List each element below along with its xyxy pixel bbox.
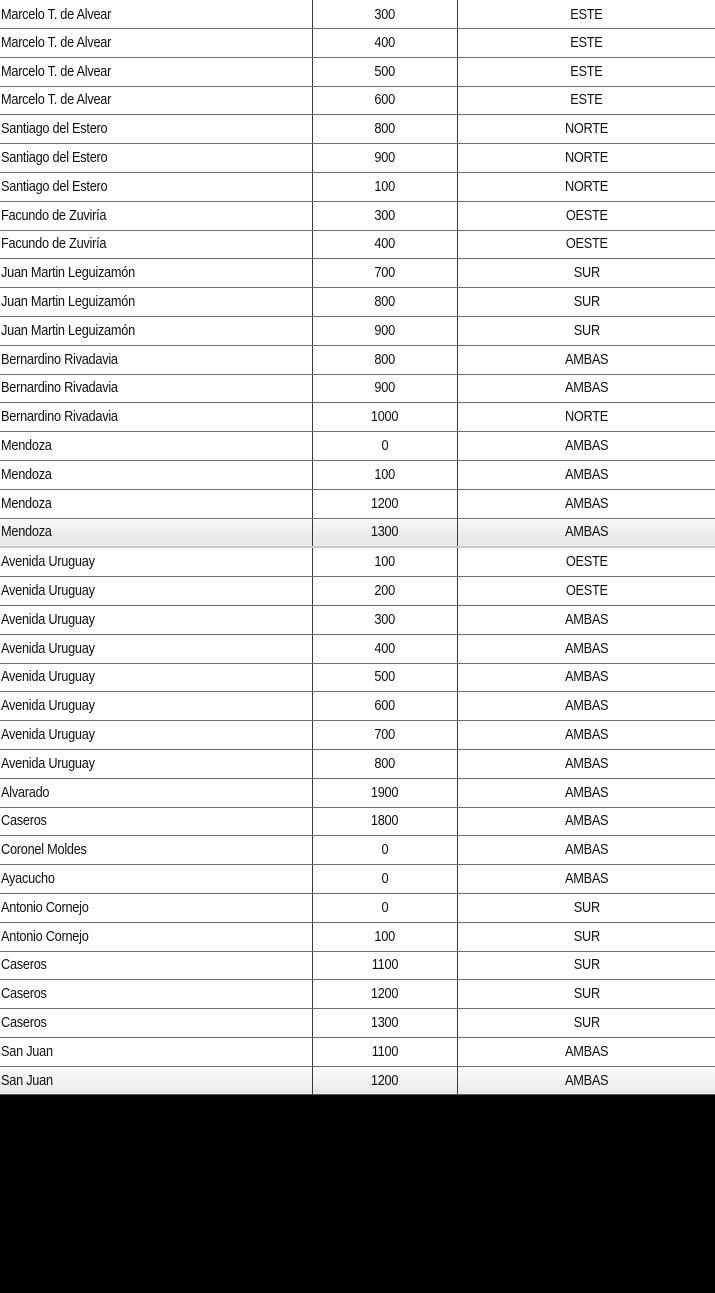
street-name: Mendoza (1, 495, 52, 512)
street-number: 0 (381, 871, 389, 887)
street-number: 200 (374, 583, 396, 600)
street-name-cell (0, 345, 313, 374)
street-number: 1200 (371, 986, 399, 1003)
street-name: Avenida Uruguay (1, 554, 95, 571)
street-number: 100 (374, 554, 396, 571)
street-side: OESTE (565, 236, 608, 253)
street-name-cell (0, 115, 313, 144)
table-row (0, 259, 715, 288)
street-side: AMBAS (564, 727, 609, 744)
table-row (0, 980, 715, 1009)
table-row (0, 1009, 715, 1038)
street-number-cell (313, 778, 458, 807)
street-name-cell (0, 778, 313, 807)
street-number-cell (313, 374, 458, 403)
table-row (0, 489, 715, 518)
street-name-cell (0, 57, 313, 86)
street-name-cell (0, 547, 313, 576)
table-row (0, 29, 715, 58)
street-number-cell (313, 893, 458, 922)
street-number: 1200 (371, 495, 399, 512)
street-side-cell (458, 518, 715, 547)
street-number: 800 (374, 755, 396, 772)
street-number-cell (313, 749, 458, 778)
street-name: Bernardino Rivadavia (1, 351, 118, 368)
street-name: Avenida Uruguay (1, 640, 95, 657)
street-name-cell (0, 172, 313, 201)
street-side-cell (458, 1037, 715, 1066)
street-name: Mendoza (1, 524, 52, 541)
street-side-cell (458, 230, 715, 259)
street-side-cell (458, 57, 715, 86)
street-side: ESTE (570, 63, 603, 80)
street-name-cell (0, 432, 313, 461)
street-number: 100 (374, 178, 396, 195)
street-name: Marcelo T. de Alvear (1, 63, 112, 80)
street-side-cell (458, 836, 715, 865)
street-name-cell (0, 316, 313, 345)
street-side: AMBAS (564, 495, 609, 512)
street-side: ESTE (570, 92, 603, 109)
street-side-cell (458, 980, 715, 1009)
street-number: 600 (374, 698, 396, 715)
table-row (0, 836, 715, 865)
street-number: 800 (374, 294, 396, 311)
street-name: Mendoza (1, 466, 52, 483)
street-number: 300 (374, 6, 396, 23)
street-name-cell (0, 951, 313, 980)
street-number-cell (313, 721, 458, 750)
street-side-cell (458, 547, 715, 576)
street-name: Santiago del Estero (1, 121, 108, 138)
street-name: Avenida Uruguay (1, 727, 95, 744)
street-side-cell (458, 0, 715, 29)
street-number-cell (313, 518, 458, 547)
street-side-cell (458, 605, 715, 634)
street-side: ESTE (570, 6, 603, 23)
table-row (0, 692, 715, 721)
street-name: Antonio Cornejo (1, 928, 89, 945)
street-name-cell (0, 1066, 313, 1095)
street-side: AMBAS (564, 698, 609, 715)
street-number: 500 (374, 63, 396, 80)
street-name: Alvarado (1, 784, 50, 801)
table-row (0, 345, 715, 374)
street-name-cell (0, 865, 313, 894)
street-name-cell (0, 460, 313, 489)
street-side: AMBAS (564, 784, 609, 801)
street-name-cell (0, 836, 313, 865)
street-number: 800 (374, 351, 396, 368)
street-number-cell (313, 403, 458, 432)
table-row (0, 951, 715, 980)
street-name: Ayacucho (1, 871, 55, 887)
table-row (0, 893, 715, 922)
street-number-cell (313, 577, 458, 606)
street-number: 1200 (371, 1072, 399, 1089)
street-side: AMBAS (564, 842, 609, 859)
street-side: OESTE (565, 554, 608, 571)
street-number: 400 (374, 34, 396, 51)
table-row (0, 403, 715, 432)
street-name-cell (0, 1037, 313, 1066)
street-side: AMBAS (564, 466, 609, 483)
street-name-cell (0, 374, 313, 403)
street-name: Santiago del Estero (1, 178, 108, 195)
table-row (0, 230, 715, 259)
street-number-cell (313, 1037, 458, 1066)
table-row (0, 460, 715, 489)
street-number-cell (313, 316, 458, 345)
table-row (0, 1037, 715, 1066)
table-row (0, 865, 715, 894)
street-name-cell (0, 577, 313, 606)
street-side: SUR (573, 928, 600, 945)
street-number-cell (313, 29, 458, 58)
street-side: SUR (573, 1014, 600, 1031)
street-side: NORTE (564, 409, 609, 426)
street-name-cell (0, 201, 313, 230)
table-row (0, 316, 715, 345)
street-side: AMBAS (564, 380, 609, 397)
street-name-cell (0, 922, 313, 951)
street-side: ESTE (570, 34, 603, 51)
street-number: 900 (374, 380, 396, 397)
street-side-cell (458, 489, 715, 518)
street-side: NORTE (564, 121, 609, 138)
street-name: Bernardino Rivadavia (1, 380, 118, 397)
street-name-cell (0, 721, 313, 750)
street-side-cell (458, 201, 715, 230)
street-name: San Juan (1, 1043, 53, 1060)
street-number-cell (313, 432, 458, 461)
street-number-cell (313, 980, 458, 1009)
street-number-cell (313, 663, 458, 692)
street-name: Avenida Uruguay (1, 698, 95, 715)
street-number-cell (313, 345, 458, 374)
street-side: AMBAS (564, 813, 609, 830)
street-side-cell (458, 634, 715, 663)
street-name-cell (0, 663, 313, 692)
street-number-cell (313, 172, 458, 201)
table-row (0, 634, 715, 663)
street-side-cell (458, 374, 715, 403)
street-number: 0 (381, 842, 389, 859)
street-name: Mendoza (1, 438, 52, 455)
table-row (0, 0, 715, 29)
street-number: 100 (374, 928, 396, 945)
street-name-cell (0, 403, 313, 432)
street-number-cell (313, 144, 458, 173)
street-name-cell (0, 605, 313, 634)
street-side-cell (458, 951, 715, 980)
street-number: 1900 (371, 784, 399, 801)
street-side: OESTE (565, 207, 608, 224)
street-number: 1100 (371, 957, 399, 974)
street-number-cell (313, 201, 458, 230)
street-number: 300 (374, 207, 396, 224)
street-side: AMBAS (564, 871, 609, 887)
street-side: AMBAS (564, 524, 609, 541)
street-side-cell (458, 172, 715, 201)
street-name: Facundo de Zuviría (1, 207, 107, 224)
street-number: 500 (374, 669, 396, 686)
street-name: Antonio Cornejo (1, 899, 89, 916)
street-number-cell (313, 836, 458, 865)
table-row (0, 288, 715, 317)
street-name: Avenida Uruguay (1, 669, 95, 686)
street-side: OESTE (565, 583, 608, 600)
table-row (0, 605, 715, 634)
street-number-cell (313, 0, 458, 29)
street-name-cell (0, 489, 313, 518)
table-row (0, 172, 715, 201)
street-name: San Juan (1, 1072, 53, 1089)
street-name: Coronel Moldes (1, 842, 87, 859)
street-name: Juan Martin Leguizamón (1, 294, 135, 311)
street-side: AMBAS (564, 1043, 609, 1060)
street-number-cell (313, 489, 458, 518)
street-name: Caseros (1, 813, 47, 830)
street-name: Marcelo T. de Alvear (1, 92, 112, 109)
street-number: 800 (374, 121, 396, 138)
street-side: AMBAS (564, 351, 609, 368)
table-row (0, 374, 715, 403)
table-row (0, 432, 715, 461)
table-row (0, 518, 715, 547)
table-row (0, 721, 715, 750)
street-side-cell (458, 865, 715, 894)
street-number: 1000 (371, 409, 399, 426)
street-side: AMBAS (564, 1072, 609, 1089)
street-side-cell (458, 288, 715, 317)
table-row (0, 663, 715, 692)
street-number-cell (313, 1066, 458, 1095)
street-number: 400 (374, 236, 396, 253)
table-row (0, 577, 715, 606)
street-side-cell (458, 115, 715, 144)
street-side-cell (458, 29, 715, 58)
street-side-cell (458, 1066, 715, 1095)
street-name: Avenida Uruguay (1, 755, 95, 772)
street-side: AMBAS (564, 755, 609, 772)
street-name: Juan Martin Leguizamón (1, 265, 135, 282)
street-side-cell (458, 259, 715, 288)
street-name-cell (0, 0, 313, 29)
street-side-cell (458, 807, 715, 836)
street-number: 1800 (371, 813, 399, 830)
street-side-cell (458, 893, 715, 922)
table-row (0, 778, 715, 807)
street-name: Caseros (1, 986, 47, 1003)
street-number: 600 (374, 92, 396, 109)
street-side-cell (458, 922, 715, 951)
street-name: Marcelo T. de Alvear (1, 34, 112, 51)
street-name-cell (0, 259, 313, 288)
street-number: 700 (374, 265, 396, 282)
street-side-cell (458, 778, 715, 807)
table-row (0, 57, 715, 86)
street-side-cell (458, 86, 715, 115)
street-name-cell (0, 518, 313, 547)
street-side-cell (458, 577, 715, 606)
street-name-cell (0, 807, 313, 836)
street-side: AMBAS (564, 640, 609, 657)
street-number-cell (313, 865, 458, 894)
street-side-cell (458, 144, 715, 173)
street-name: Marcelo T. de Alvear (1, 6, 112, 23)
table-row (0, 922, 715, 951)
street-number: 0 (381, 899, 389, 916)
table-row (0, 115, 715, 144)
street-name: Avenida Uruguay (1, 583, 95, 600)
street-side-cell (458, 663, 715, 692)
street-side-cell (458, 749, 715, 778)
street-side: SUR (573, 294, 600, 311)
street-number-cell (313, 1009, 458, 1038)
street-number: 900 (374, 150, 396, 167)
street-name: Santiago del Estero (1, 150, 108, 167)
street-side: SUR (573, 986, 600, 1003)
street-number: 0 (381, 438, 389, 455)
street-number-cell (313, 692, 458, 721)
street-number-cell (313, 230, 458, 259)
street-number: 1300 (371, 524, 399, 541)
street-name: Facundo de Zuviría (1, 236, 107, 253)
street-number: 900 (374, 322, 396, 339)
street-side: AMBAS (564, 438, 609, 455)
street-number-cell (313, 807, 458, 836)
street-side-cell (458, 316, 715, 345)
street-number: 700 (374, 727, 396, 744)
street-number: 1300 (371, 1014, 399, 1031)
street-number-cell (313, 547, 458, 576)
street-number-cell (313, 86, 458, 115)
street-side: SUR (573, 957, 600, 974)
street-name-cell (0, 29, 313, 58)
street-number-cell (313, 115, 458, 144)
street-number-cell (313, 460, 458, 489)
street-number: 100 (374, 466, 396, 483)
street-number-cell (313, 288, 458, 317)
street-name-cell (0, 86, 313, 115)
street-side: SUR (573, 265, 600, 282)
street-side-cell (458, 403, 715, 432)
street-number-cell (313, 57, 458, 86)
street-side: SUR (573, 899, 600, 916)
table-row (0, 1066, 715, 1095)
street-side: NORTE (564, 150, 609, 167)
street-side-cell (458, 721, 715, 750)
street-name-cell (0, 893, 313, 922)
street-number-cell (313, 922, 458, 951)
street-number-cell (313, 951, 458, 980)
street-side: AMBAS (564, 611, 609, 628)
street-side-cell (458, 1009, 715, 1038)
street-name-cell (0, 288, 313, 317)
table-row (0, 807, 715, 836)
street-side-cell (458, 692, 715, 721)
street-name-cell (0, 144, 313, 173)
street-name: Avenida Uruguay (1, 611, 95, 628)
street-number: 1100 (371, 1043, 399, 1060)
street-name: Juan Martin Leguizamón (1, 322, 135, 339)
black-bottom-area (0, 1096, 715, 1293)
street-side-cell (458, 460, 715, 489)
street-name: Caseros (1, 957, 47, 974)
street-name-cell (0, 692, 313, 721)
street-side-cell (458, 345, 715, 374)
street-number-cell (313, 605, 458, 634)
table-row (0, 547, 715, 576)
table-row (0, 201, 715, 230)
street-number: 300 (374, 611, 396, 628)
street-name: Bernardino Rivadavia (1, 409, 118, 426)
street-name: Caseros (1, 1014, 47, 1031)
street-name-cell (0, 634, 313, 663)
street-name-cell (0, 749, 313, 778)
street-side: NORTE (564, 178, 609, 195)
table-row (0, 86, 715, 115)
street-name-cell (0, 230, 313, 259)
street-side: SUR (573, 322, 600, 339)
street-side: AMBAS (564, 669, 609, 686)
street-name-cell (0, 980, 313, 1009)
street-side-cell (458, 432, 715, 461)
street-name-cell (0, 1009, 313, 1038)
table-row (0, 749, 715, 778)
table-row (0, 144, 715, 173)
street-number-cell (313, 259, 458, 288)
street-number: 400 (374, 640, 396, 657)
street-number-cell (313, 634, 458, 663)
